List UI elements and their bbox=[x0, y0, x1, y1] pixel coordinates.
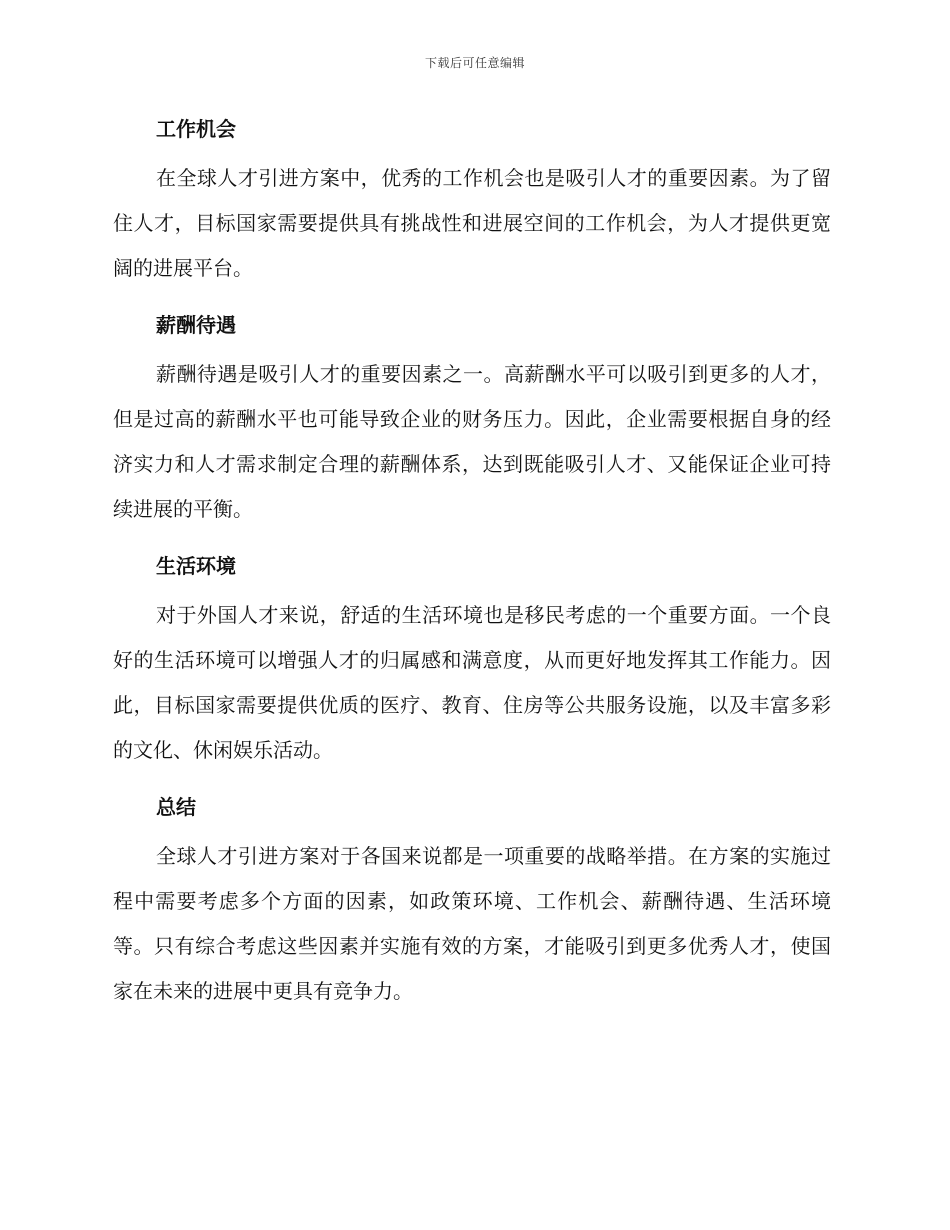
section-compensation bbox=[113, 310, 831, 532]
section-heading: 薪酬待遇 bbox=[156, 313, 236, 337]
section-paragraph: 在全球人才引进方案中，优秀的工作机会也是吸引人才的重要因素。为了留住人才，目标国家需要提供具有挑战性和进展空间的工作机会，为人才提供更宽阔的进展平台。 bbox=[113, 166, 831, 280]
header-note: 下载后可任意编辑 bbox=[424, 56, 525, 70]
section-work-opportunities bbox=[113, 114, 831, 291]
section-heading: 工作机会 bbox=[156, 117, 236, 141]
section-heading: 总结 bbox=[156, 795, 196, 819]
document-body bbox=[113, 114, 831, 1014]
section-paragraph: 薪酬待遇是吸引人才的重要因素之一。高薪酬水平可以吸引到更多的人才，但是过高的薪酬水平也可能导致企业的财务压力。因此，企业需要根据自身的经济实力和人才需求制定合理的薪酬体系，达到既能吸引人才、又能保证企业可持续进展的平衡。 bbox=[113, 362, 831, 521]
section-living-environment bbox=[113, 551, 831, 773]
section-paragraph: 全球人才引进方案对于各国来说都是一项重要的战略举措。在方案的实施过程中需要考虑多个方面的因素，如政策环境、工作机会、薪酬待遇、生活环境等。只有综合考虑这些因素并实施有效的方案，才能吸引到更多优秀人才，使国家在未来的进展中更具有竞争力。 bbox=[113, 844, 831, 1003]
section-heading: 生活环境 bbox=[156, 554, 236, 578]
section-summary bbox=[113, 792, 831, 1014]
section-paragraph: 对于外国人才来说，舒适的生活环境也是移民考虑的一个重要方面。一个良好的生活环境可以增强人才的归属感和满意度，从而更好地发挥其工作能力。因此，目标国家需要提供优质的医疗、教育、住房等公共服务设施，以及丰富多彩的文化、休闲娱乐活动。 bbox=[113, 603, 831, 762]
